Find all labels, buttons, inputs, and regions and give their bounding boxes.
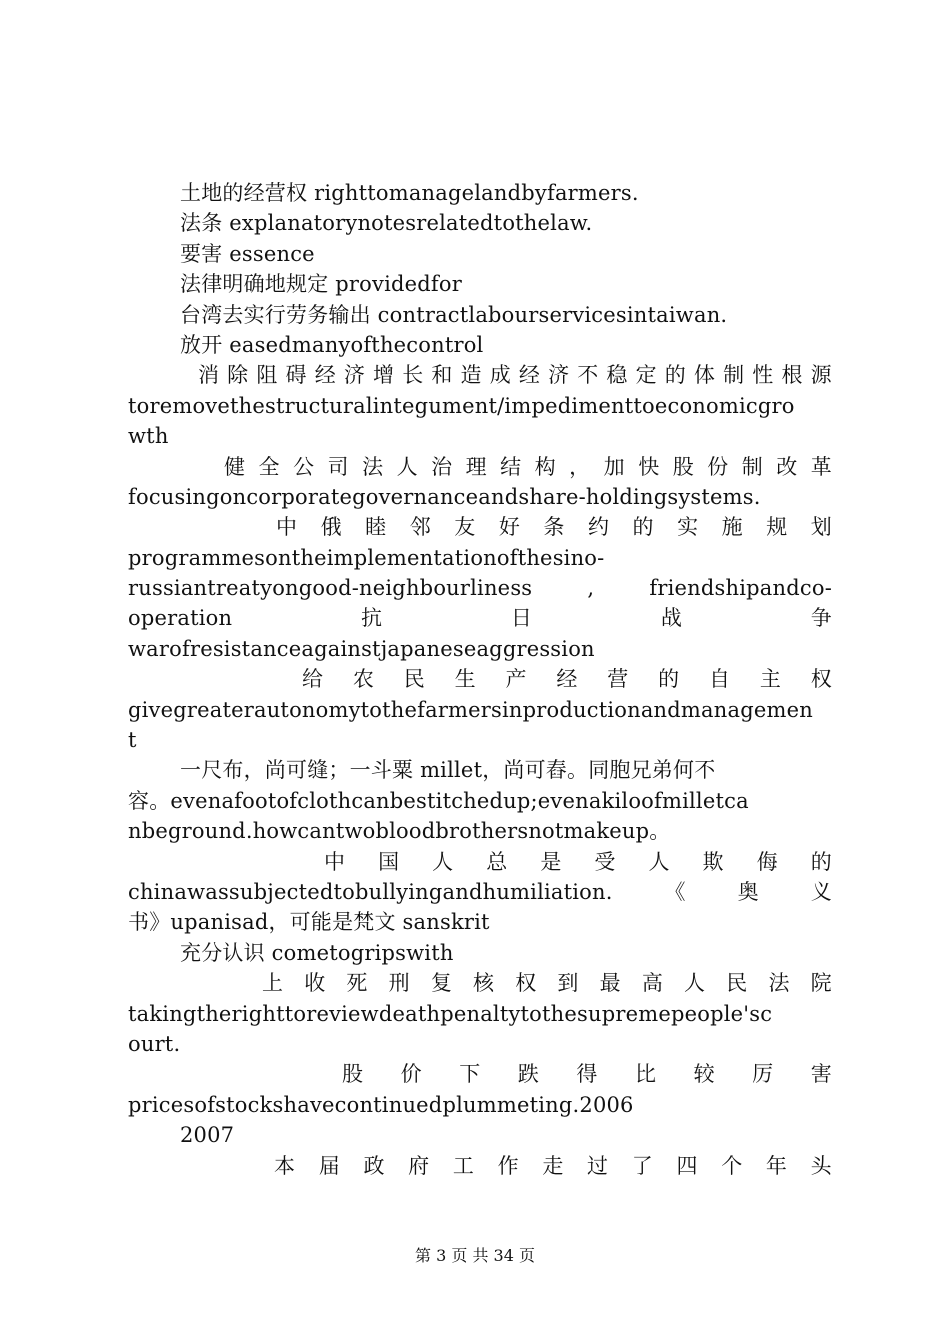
- text-token: 司: [327, 454, 349, 479]
- text-token: 头: [810, 1153, 832, 1178]
- text-token: 最: [599, 971, 621, 996]
- text-line: 法条 explanatorynotesrelatedtothelaw.: [180, 211, 593, 236]
- text-token: 实: [677, 515, 699, 540]
- text-line: 充分认识 cometogripswith: [180, 940, 454, 965]
- text-token: 制: [723, 363, 745, 388]
- text-token: 刑: [388, 971, 410, 996]
- text-token: 侮: [756, 849, 778, 874]
- text-token: 国: [378, 849, 400, 874]
- text-token: 给: [302, 667, 324, 692]
- text-line: 放开 easedmanyofthecontrol: [180, 332, 484, 357]
- text-token: 定: [635, 363, 657, 388]
- text-token: 权: [810, 667, 832, 692]
- text-token: 全: [258, 454, 280, 479]
- text-token: 体: [693, 363, 716, 388]
- page-footer: 第 3 页 共 34 页: [415, 1246, 535, 1265]
- text-token: 核: [473, 971, 495, 996]
- text-token: 日: [510, 606, 533, 631]
- justified-line: [128, 1059, 832, 1089]
- text-token: 阻: [256, 363, 278, 388]
- text-token: 自: [709, 667, 731, 692]
- text-token: 了: [631, 1153, 653, 1178]
- text-token: 性: [752, 363, 774, 388]
- text-token: 结: [500, 454, 522, 479]
- justified-line: [128, 847, 832, 877]
- text-token: 死: [346, 971, 368, 996]
- text-token: 四: [676, 1153, 698, 1178]
- text-token: 中: [324, 849, 346, 874]
- text-token: 理: [465, 454, 487, 479]
- text-line: focusingoncorporategovernanceandshare-holdingsystems.: [128, 484, 761, 509]
- justified-line: [128, 664, 832, 694]
- justified-line: [128, 512, 832, 542]
- text-token: 的: [632, 515, 654, 540]
- text-token: 邻: [409, 515, 431, 540]
- text-token: 政: [363, 1153, 385, 1178]
- text-line: ourt.: [128, 1031, 181, 1056]
- text-line: 容。evenafootofclothcanbestitchedup;evenakiloofmilletca: [128, 788, 749, 813]
- text-token: 股: [672, 454, 694, 479]
- text-token: 较: [693, 1062, 715, 1087]
- justified-line: [128, 452, 832, 482]
- text-token: 不: [577, 363, 599, 388]
- text-token: 年: [765, 1153, 788, 1178]
- text-token: 受: [594, 849, 616, 874]
- text-token: 农: [352, 667, 375, 692]
- text-token: 治: [431, 454, 453, 479]
- text-token: 碍: [285, 363, 307, 388]
- text-token: 法: [362, 454, 384, 479]
- text-token: 睦: [365, 515, 387, 540]
- text-line: wth: [128, 424, 169, 449]
- text-token: 害: [810, 1062, 832, 1087]
- text-line: toremovethestructuralintegument/impedimenttoeconomicgro: [128, 393, 795, 418]
- text-token: 欺: [702, 849, 724, 874]
- text-token: 和: [431, 363, 453, 388]
- text-line: 法律明确地规定 providedfor: [180, 272, 462, 297]
- text-token: 比: [634, 1062, 657, 1087]
- text-line: nbeground.howcantwobloodbrothersnotmakeup。: [128, 819, 671, 844]
- justified-line: [128, 603, 832, 633]
- text-token: 的: [810, 849, 832, 874]
- text-token: 权: [515, 971, 537, 996]
- text-token: 生: [454, 667, 476, 692]
- text-token: 走: [542, 1153, 564, 1178]
- text-line: pricesofstockshavecontinuedplummeting.2006: [128, 1092, 634, 1117]
- text-token: 份: [707, 454, 729, 479]
- text-token: 法: [768, 971, 790, 996]
- text-token: 源: [810, 363, 832, 388]
- text-line: programmesontheimplementationofthesino-: [128, 545, 605, 570]
- text-token: 高: [641, 971, 664, 996]
- text-token: 营: [607, 667, 629, 692]
- text-token: 主: [759, 667, 782, 692]
- text-line: 台湾去实行劳务输出 contractlabourservicesintaiwan.: [180, 302, 728, 327]
- text-token: 条: [543, 515, 565, 540]
- text-token: 战: [660, 606, 683, 631]
- text-token: 争: [810, 606, 832, 631]
- text-token: 经: [518, 363, 541, 388]
- text-token: 稳: [606, 363, 628, 388]
- text-token: 跌: [517, 1062, 539, 1087]
- text-line: 要害 essence: [180, 241, 315, 266]
- text-token: 总: [486, 849, 508, 874]
- justified-line: [128, 573, 832, 603]
- text-token: 革: [810, 454, 832, 479]
- text-token: 届: [318, 1153, 340, 1178]
- justified-line: [128, 360, 832, 390]
- text-token: 得: [576, 1062, 598, 1087]
- text-token: 俄: [320, 515, 342, 540]
- text-token: 公: [293, 454, 315, 479]
- text-token: 的: [664, 363, 686, 388]
- text-token: 价: [400, 1062, 422, 1087]
- text-token: 义: [810, 879, 832, 904]
- text-token: 济: [548, 363, 570, 388]
- text-token: 制: [741, 454, 763, 479]
- text-token: 改: [776, 454, 798, 479]
- text-token: 人: [684, 971, 706, 996]
- text-token: 工: [452, 1153, 475, 1178]
- text-line: 一尺布，尚可缝；一斗粟 millet，尚可舂。同胞兄弟何不: [180, 758, 716, 783]
- text-token: 民: [726, 971, 748, 996]
- text-token: 济: [343, 363, 366, 388]
- text-token: 消: [198, 363, 220, 388]
- text-token: 抗: [360, 606, 383, 631]
- text-token: 增: [373, 363, 395, 388]
- text-token: 约: [587, 515, 610, 540]
- text-line: 2007: [180, 1123, 235, 1148]
- justified-line: [128, 1151, 832, 1181]
- text-token: 除: [227, 363, 249, 388]
- text-token: 作: [497, 1153, 519, 1178]
- text-token: 成: [489, 363, 511, 388]
- text-token: 健: [224, 454, 246, 479]
- text-token: 长: [402, 363, 424, 388]
- text-token: 根: [781, 363, 803, 388]
- text-token: 《: [664, 879, 686, 904]
- text-token: 府: [408, 1153, 430, 1178]
- text-token: 奥: [737, 879, 759, 904]
- text-token: 到: [557, 971, 579, 996]
- text-token: 的: [658, 667, 680, 692]
- text-token: 收: [304, 971, 326, 996]
- text-token: 民: [403, 667, 425, 692]
- text-line: givegreaterautonomytothefarmersinproductionandmanagemen: [128, 697, 813, 722]
- text-token: 人: [432, 849, 454, 874]
- text-token: 造: [460, 363, 482, 388]
- text-token: 经: [314, 363, 336, 388]
- text-token: 股: [342, 1062, 364, 1087]
- text-token: 划: [810, 515, 832, 540]
- text-token: 复: [430, 971, 453, 996]
- text-token: 下: [459, 1062, 481, 1087]
- text-token: 友: [454, 515, 476, 540]
- text-line: takingtherighttoreviewdeathpenaltytothesupremepeople'sc: [128, 1001, 773, 1026]
- text-token: 人: [396, 454, 418, 479]
- text-token: 快: [638, 454, 660, 479]
- text-token: chinawassubjectedtobullyingandhumiliation.: [128, 879, 613, 904]
- text-token: 个: [721, 1153, 743, 1178]
- text-token: operation: [128, 606, 233, 631]
- text-token: 产: [505, 667, 527, 692]
- text-line: 书》upanisad，可能是梵文 sanskrit: [128, 910, 490, 935]
- document-body: [128, 178, 832, 1181]
- text-token: 施: [721, 515, 743, 540]
- text-token: ,: [587, 576, 595, 601]
- text-token: 经: [556, 667, 578, 692]
- text-token: 过: [587, 1153, 609, 1178]
- text-token: 人: [648, 849, 670, 874]
- text-token: 是: [540, 849, 562, 874]
- text-token: 规: [766, 515, 788, 540]
- text-token: friendshipandco-: [649, 576, 832, 601]
- text-token: russiantreatyongood-neighbourliness: [128, 576, 533, 601]
- text-token: 中: [276, 515, 298, 540]
- justified-line: [128, 968, 832, 998]
- text-line: warofresistanceagainstjapaneseaggression: [128, 636, 595, 661]
- text-token: 上: [262, 971, 284, 996]
- text-line: 土地的经营权 righttomanagelandbyfarmers.: [180, 181, 639, 205]
- text-line: t: [128, 728, 137, 753]
- justified-line: [128, 877, 832, 907]
- text-token: 加: [603, 454, 625, 479]
- text-token: ，: [569, 454, 591, 479]
- text-token: 构: [534, 454, 556, 479]
- text-token: 本: [274, 1153, 296, 1178]
- text-token: 好: [498, 515, 521, 540]
- text-token: 院: [810, 971, 832, 996]
- text-token: 厉: [752, 1062, 774, 1087]
